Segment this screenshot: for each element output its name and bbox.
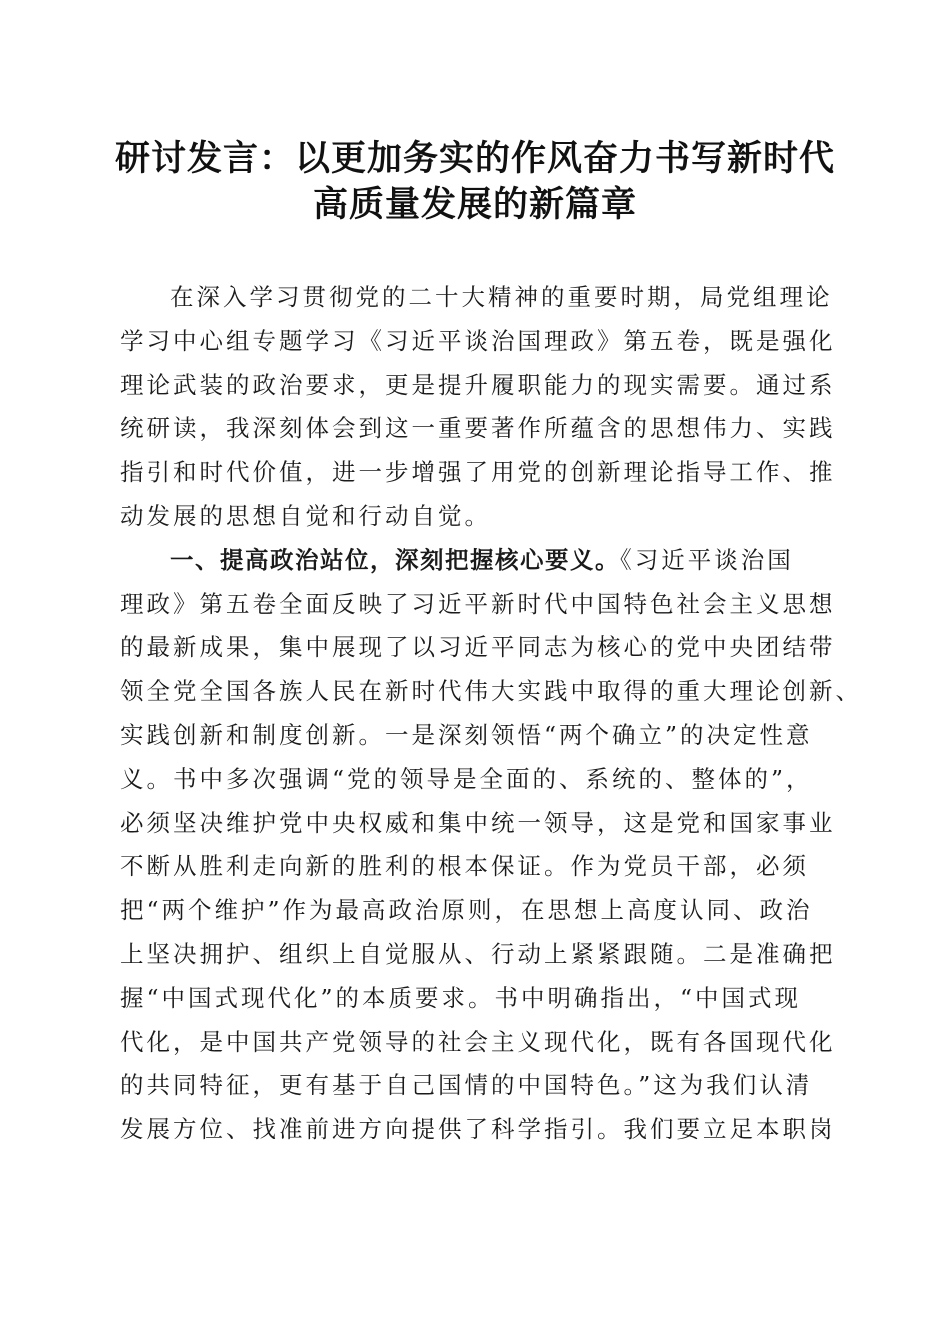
paragraph-line: 的最新成果，集中展现了以习近平同志为核心的党中央团结带 — [120, 633, 836, 662]
paragraph-line: 的共同特征，更有基于自己国情的中国特色。”这为我们认清 — [120, 1071, 813, 1100]
paragraph-line: 指引和时代价值，进一步增强了用党的创新理论指导工作、推 — [120, 458, 836, 487]
section-heading-line — [120, 539, 825, 583]
document-title — [100, 136, 850, 228]
section-heading-continuation: 《习近平谈治国 — [620, 545, 794, 574]
paragraph-line: 必须坚决维护党中央权威和集中统一领导，这是党和国家事业 — [120, 808, 836, 837]
document-body — [120, 276, 862, 1152]
paragraph-line: 理论武装的政治要求，更是提升履职能力的现实需要。通过系 — [120, 370, 836, 399]
paragraph-line: 代化，是中国共产党领导的社会主义现代化，既有各国现代化 — [120, 1027, 836, 1056]
title-line: 高质量发展的新篇章 — [312, 184, 637, 225]
title-line: 研讨发言：以更加务实的作风奋力书写新时代 — [114, 138, 835, 179]
paragraph-line: 学习中心组专题学习《习近平谈治国理政》第五卷，既是强化 — [120, 326, 836, 355]
paragraph-line: 统研读，我深刻体会到这一重要著作所蕴含的思想伟力、实践 — [120, 414, 836, 443]
paragraph-line: 握“中国式现代化”的本质要求。书中明确指出，“中国式现 — [120, 983, 802, 1012]
paragraph-line: 把“两个维护”作为最高政治原则，在思想上高度认同、政治 — [120, 896, 813, 925]
paragraph-line: 发展方位、找准前进方向提供了科学指引。我们要立足本职岗 — [120, 1115, 836, 1144]
section-heading: 一、提高政治站位，深刻把握核心要义。 — [170, 545, 620, 574]
paragraph-line: 义。书中多次强调“党的领导是全面的、系统的、整体的”， — [120, 764, 813, 793]
paragraph-line: 理政》第五卷全面反映了习近平新时代中国特色社会主义思想 — [120, 589, 836, 618]
paragraph-line: 上坚决拥护、组织上自觉服从、行动上紧紧跟随。二是准确把 — [120, 939, 836, 968]
paragraph-line: 动发展的思想自觉和行动自觉。 — [120, 501, 491, 530]
paragraph-line: 不断从胜利走向新的胜利的根本保证。作为党员干部，必须 — [120, 852, 809, 881]
paragraph-line: 领全党全国各族人民在新时代伟大实践中取得的重大理论创新、 — [120, 677, 862, 706]
paragraph-line: 实践创新和制度创新。一是深刻领悟“两个确立”的决定性意 — [120, 720, 813, 749]
paragraph-line: 在深入学习贯彻党的二十大精神的重要时期，局党组理论 — [170, 283, 833, 311]
